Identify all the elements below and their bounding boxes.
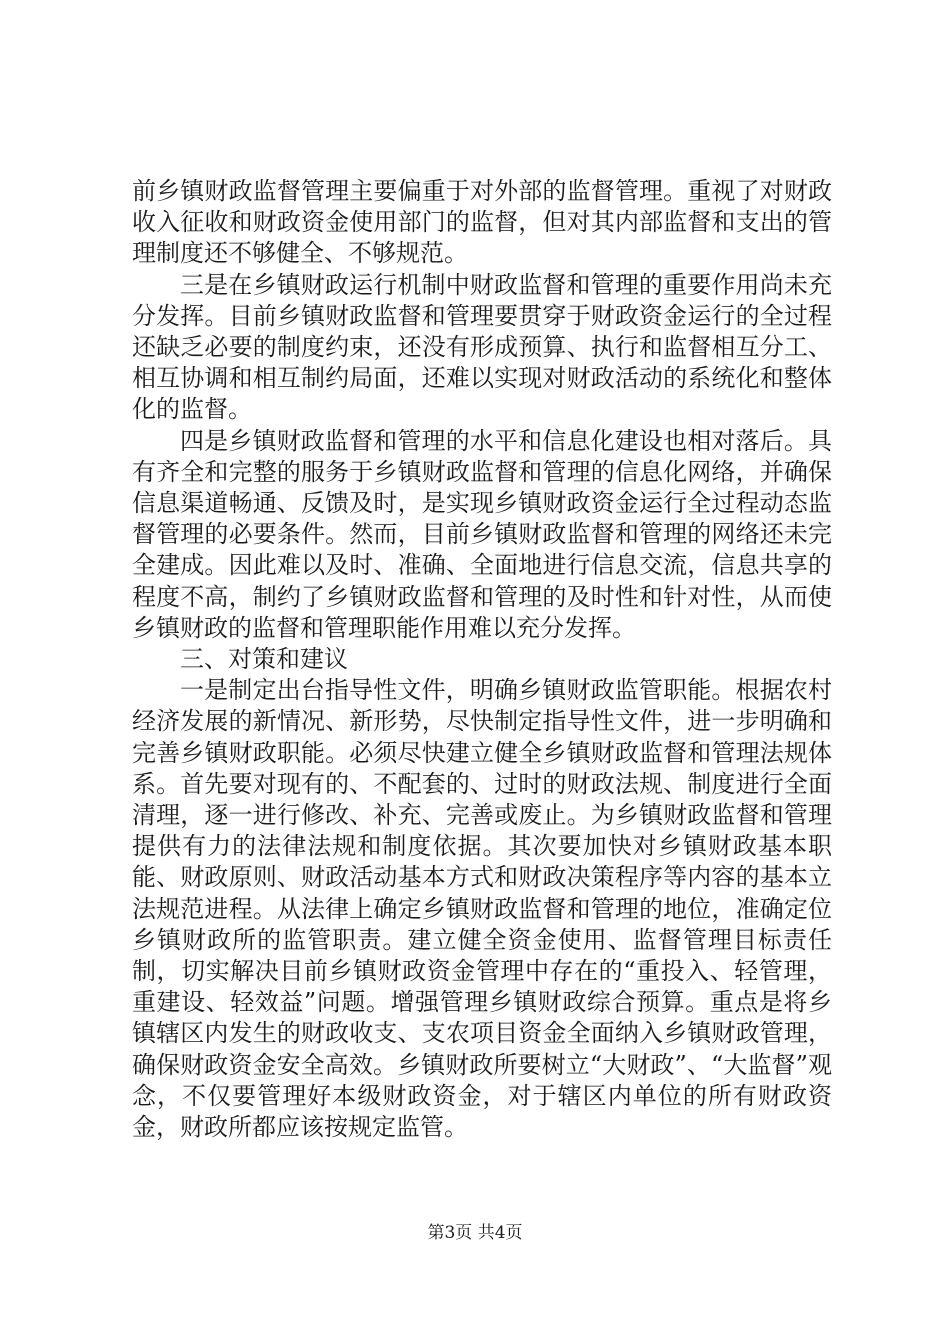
paragraph: 三是在乡镇财政运行机制中财政监督和管理的重要作用尚未充分发挥。目前乡镇财政监督和管理要贯穿于财政资金运行的全过程还缺乏必要的制度约束，还没有形成预算、执行和监督相互分工、相互协调和相互制约局面，还难以实现对财政活动的系统化和整体化的监督。	[132, 270, 832, 424]
paragraph: 一是制定出台指导性文件，明确乡镇财政监管职能。根据农村经济发展的新情况、新形势，尽快制定指导性文件，进一步明确和完善乡镇财政职能。必须尽快建立健全乡镇财政监督和管理法规体系。首先要对现有的、不配套的、过时的财政法规、制度进行全面清理，逐一进行修改、补充、完善或废止。为乡镇财政监督和管理提供有力的法律法规和制度依据。其次要加快对乡镇财政基本职能、财政原则、财政活动基本方式和财政决策程序等内容的基本立法规范进程。从法律上确定乡镇财政监督和管理的地位，准确定位乡镇财政所的监管职责。建立健全资金使用、监督管理目标责任制，切实解决目前乡镇财政资金管理中存在的“重投入、轻管理，重建设、轻效益”问题。增强管理乡镇财政综合预算。重点是将乡镇辖区内发生的财政收支、支农项目资金全面纳入乡镇财政管理，确保财政资金安全高效。乡镇财政所要树立“大财政”、“大监督”观念，不仅要管理好本级财政资金，对于辖区内单位的所有财政资金，财政所都应该按规定监管。	[132, 676, 832, 1142]
document-body	[132, 176, 832, 1143]
paragraph: 前乡镇财政监督管理主要偏重于对外部的监督管理。重视了对财政收入征收和财政资金使用部门的监督，但对其内部监督和支出的管理制度还不够健全、不够规范。	[132, 177, 832, 268]
section-heading: 三、对策和建议	[180, 645, 348, 674]
paragraph: 四是乡镇财政监督和管理的水平和信息化建设也相对落后。具有齐全和完整的服务于乡镇财政监督和管理的信息化网络，并确保信息渠道畅通、反馈及时，是实现乡镇财政资金运行全过程动态监督管理的必要条件。然而，目前乡镇财政监督和管理的网络还未完全建成。因此难以及时、准确、全面地进行信息交流，信息共享的程度不高，制约了乡镇财政监督和管理的及时性和针对性，从而使乡镇财政的监督和管理职能作用难以充分发挥。	[132, 426, 832, 642]
page-number-footer: 第3页 共4页	[427, 1223, 523, 1243]
